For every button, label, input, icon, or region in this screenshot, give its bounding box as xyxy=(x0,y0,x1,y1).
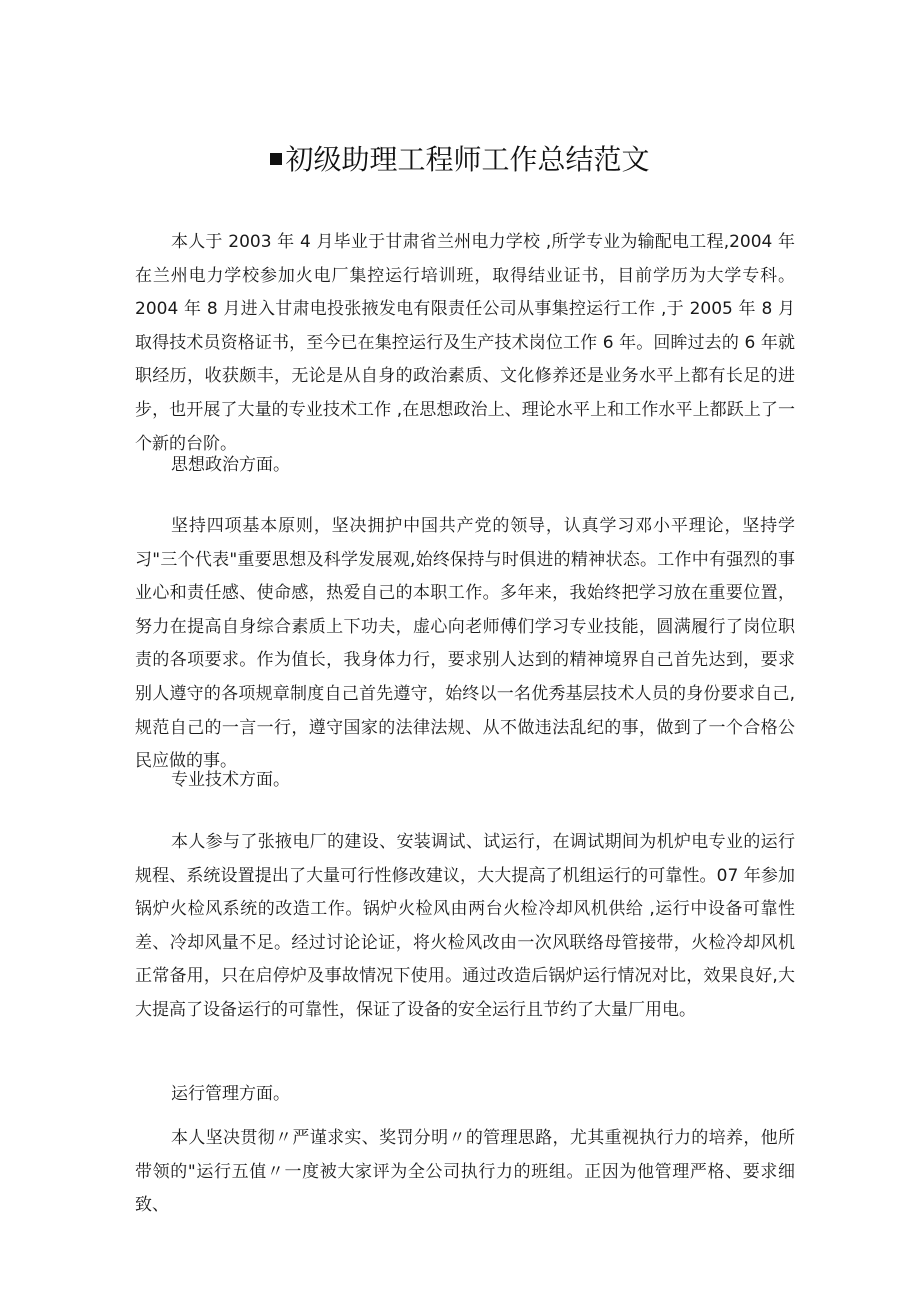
paragraph-political: 坚持四项基本原则，坚决拥护中国共产党的领导，认真学习邓小平理论，坚持学习"三个代表"重要思想及科学发展观,始终保持与时俱进的精神状态。工作中有强烈的事业心和责任感、使命感，热爱自己的本职工作。多年来，我始终把学习放在重要位置，努力在提高自身综合素质上下功夫，虚心向老师傅们学习专业技能，圆满履行了岗位职责的各项要求。作为值长，我身体力行，要求别人达到的精神境界自己首先达到，要求别人遵守的各项规章制度自己首先遵守，始终以一名优秀基层技术人员的身份要求自己,规范自己的一言一行，遵守国家的法律法规、从不做违法乱纪的事，做到了一个合格公民应做的事。 xyxy=(135,516,795,772)
paragraph-management: 本人坚决贯彻〃严谨求实、奖罚分明〃的管理思路，尤其重视执行力的培养，他所带领的"运行五值〃一度被大家评为全公司执行力的班组。正因为他管理严格、要求细致、 xyxy=(135,1128,795,1216)
paragraph-intro: 本人于 2003 年 4 月毕业于甘肃省兰州电力学校 ,所学专业为输配电工程,2004 年在兰州电力学校参加火电厂集控运行培训班，取得结业证书，目前学历为大学专科。2004 年 8 月进入甘肃电投张掖发电有限责任公司从事集控运行工作 ,于 2005 年 8 月取得技术员资格证书，至今已在集控运行及生产技术岗位工作 6 年。回眸过去的 6 年就职经历，收获颇丰，无论是从自身的政治素质、文化修养还是业务水平上都有长足的进步，也开展了大量的专业技术工作 ,在思想政治上、理论水平上和工作水平上都跃上了一个新的台阶。 xyxy=(135,232,795,454)
section-heading-technical: 专业技术方面。 xyxy=(171,770,290,790)
title-bullet-icon xyxy=(270,153,282,165)
section-heading-political: 思想政治方面。 xyxy=(171,455,290,475)
document-title xyxy=(0,138,920,182)
section-heading-management: 运行管理方面。 xyxy=(171,1084,290,1104)
title-text: 初级助理工程师工作总结范文 xyxy=(285,143,650,176)
paragraph-technical: 本人参与了张掖电厂的建设、安装调试、试运行，在调试期间为机炉电专业的运行规程、系统设置提出了大量可行性修改建议，大大提高了机组运行的可靠性。07 年参加锅炉火检风系统的改造工作。锅炉火检风由两台火检冷却风机供给 ,运行中设备可靠性差、冷却风量不足。经过讨论论证，将火检风改由一次风联络母管接带，火检冷却风机正常备用，只在启停炉及事故情况下使用。通过改造后锅炉运行情况对比，效果良好,大大提高了设备运行的可靠性，保证了设备的安全运行且节约了大量厂用电。 xyxy=(135,832,795,1020)
